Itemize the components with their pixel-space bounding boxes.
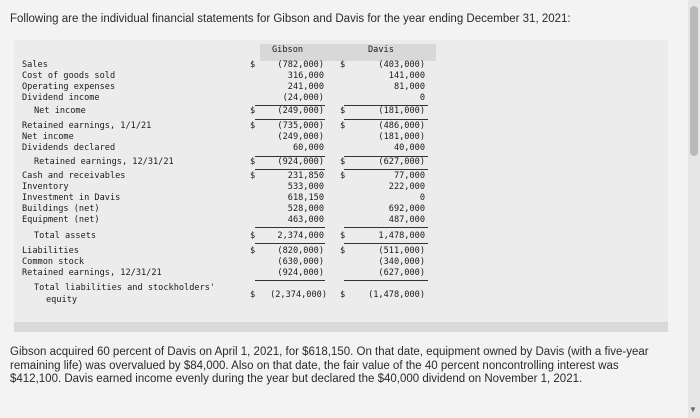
intro-text: Following are the individual financial statements for Gibson and Davis for the year ending December 31, 2021: xyxy=(10,13,571,25)
dollar-sign: $ xyxy=(340,121,346,131)
column-header-gibson: Gibson xyxy=(272,45,304,55)
dollar-sign: $ xyxy=(250,231,256,241)
row-label: Net income xyxy=(22,132,74,142)
acquisition-note xyxy=(10,346,690,387)
row-label: Sales xyxy=(22,60,48,70)
rule-line xyxy=(255,156,325,157)
davis-value: (511,000) xyxy=(378,246,425,256)
gibson-value: 2,374,000 xyxy=(277,231,324,241)
row-label: Retained earnings, 12/31/21 xyxy=(34,157,174,167)
gibson-value: 231,850 xyxy=(287,171,324,181)
rule-line xyxy=(344,169,428,170)
gibson-value: 463,000 xyxy=(287,215,324,225)
row-label: Retained earnings, 1/1/21 xyxy=(22,121,152,131)
column-header-davis: Davis xyxy=(368,45,394,55)
davis-value: 487,000 xyxy=(388,215,425,225)
gibson-value: (249,000) xyxy=(277,106,324,116)
row-label: Dividends declared xyxy=(22,143,116,153)
table-bottom-bar xyxy=(14,322,668,332)
rule-line xyxy=(344,243,428,244)
note-line: remaining life) was overvalued by $84,000. Also on that date, the fair value of the 40 percent noncontrolling interest was xyxy=(10,359,619,372)
davis-value: 222,000 xyxy=(388,182,425,192)
vertical-scrollbar[interactable] xyxy=(688,0,700,418)
row-label: Net income xyxy=(34,106,86,116)
davis-value: 0 xyxy=(419,93,425,103)
dollar-sign: $ xyxy=(250,157,256,167)
davis-value: (181,000) xyxy=(378,106,425,116)
rule-line xyxy=(255,119,325,120)
gibson-value: (924,000) xyxy=(277,157,324,167)
davis-value: 0 xyxy=(419,193,425,203)
davis-value: 692,000 xyxy=(388,204,425,214)
row-label: Retained earnings, 12/31/21 xyxy=(22,268,162,278)
financial-statements-table xyxy=(14,40,668,322)
dollar-sign: $ xyxy=(250,106,256,116)
gibson-value: (782,000) xyxy=(277,60,324,70)
gibson-value: (2,374,000) xyxy=(270,290,327,300)
dollar-sign: $ xyxy=(250,246,256,256)
dollar-sign: $ xyxy=(340,231,346,241)
row-label: Liabilities xyxy=(22,246,79,256)
gibson-value: (24,000) xyxy=(282,93,324,103)
dollar-sign: $ xyxy=(250,121,256,131)
davis-value: 81,000 xyxy=(393,82,425,92)
row-label: Investment in Davis xyxy=(22,193,121,203)
scrollbar-thumb[interactable] xyxy=(690,6,698,156)
gibson-value: 618,150 xyxy=(287,193,324,203)
davis-value: (627,000) xyxy=(378,157,425,167)
davis-value: (627,000) xyxy=(378,268,425,278)
rule-line xyxy=(344,227,428,228)
gibson-value: 241,000 xyxy=(287,82,324,92)
row-label: Total assets xyxy=(34,231,97,241)
davis-value: (340,000) xyxy=(378,257,425,267)
dollar-sign: $ xyxy=(340,246,346,256)
rule-line xyxy=(344,156,428,157)
rule-line xyxy=(255,243,325,244)
row-label: Equipment (net) xyxy=(22,215,100,225)
gibson-value: 533,000 xyxy=(287,182,324,192)
davis-value: 77,000 xyxy=(393,171,425,181)
row-label-continued: equity xyxy=(46,295,78,305)
gibson-value: (249,000) xyxy=(277,132,324,142)
row-label: Common stock xyxy=(22,257,85,267)
rule-line xyxy=(255,105,325,106)
davis-value: 141,000 xyxy=(388,71,425,81)
dollar-sign: $ xyxy=(250,290,256,300)
davis-value: (181,000) xyxy=(378,132,425,142)
davis-value: (486,000) xyxy=(378,121,425,131)
davis-value: 40,000 xyxy=(393,143,425,153)
row-label: Buildings (net) xyxy=(22,204,100,214)
dollar-sign: $ xyxy=(340,157,346,167)
dollar-sign: $ xyxy=(250,60,256,70)
gibson-value: (924,000) xyxy=(277,268,324,278)
davis-value: 1,478,000 xyxy=(378,231,425,241)
rule-line xyxy=(255,280,325,281)
row-label: Operating expenses xyxy=(22,82,116,92)
row-label: Inventory xyxy=(22,182,69,192)
dollar-sign: $ xyxy=(340,60,346,70)
gibson-value: 316,000 xyxy=(287,71,324,81)
davis-value: (403,000) xyxy=(378,60,425,70)
rule-line xyxy=(344,119,428,120)
gibson-value: 528,000 xyxy=(287,204,324,214)
rule-line xyxy=(344,105,428,106)
row-label: Cost of goods sold xyxy=(22,71,116,81)
note-line: Gibson acquired 60 percent of Davis on April 1, 2021, for $618,150. On that date, equipment owned by Davis (with a five-year xyxy=(10,346,649,358)
davis-value: (1,478,000) xyxy=(368,290,425,300)
dollar-sign: $ xyxy=(340,171,346,181)
row-label: Total liabilities and stockholders' xyxy=(34,283,216,293)
rule-line xyxy=(255,227,325,228)
dollar-sign: $ xyxy=(250,171,256,181)
gibson-value: 60,000 xyxy=(292,143,324,153)
gibson-value: (820,000) xyxy=(277,246,324,256)
note-line: $412,100. Davis earned income evenly during the year but declared the $40,000 dividend on November 1, 2021. xyxy=(10,373,583,386)
rule-line xyxy=(344,280,428,281)
dollar-sign: $ xyxy=(340,290,346,300)
gibson-value: (735,000) xyxy=(277,121,324,131)
row-label: Cash and receivables xyxy=(22,171,126,181)
rule-line xyxy=(255,169,325,170)
dollar-sign: $ xyxy=(340,106,346,116)
chevron-down-icon[interactable]: ▼ xyxy=(689,405,697,414)
row-label: Dividend income xyxy=(22,93,100,103)
gibson-value: (630,000) xyxy=(277,257,324,267)
